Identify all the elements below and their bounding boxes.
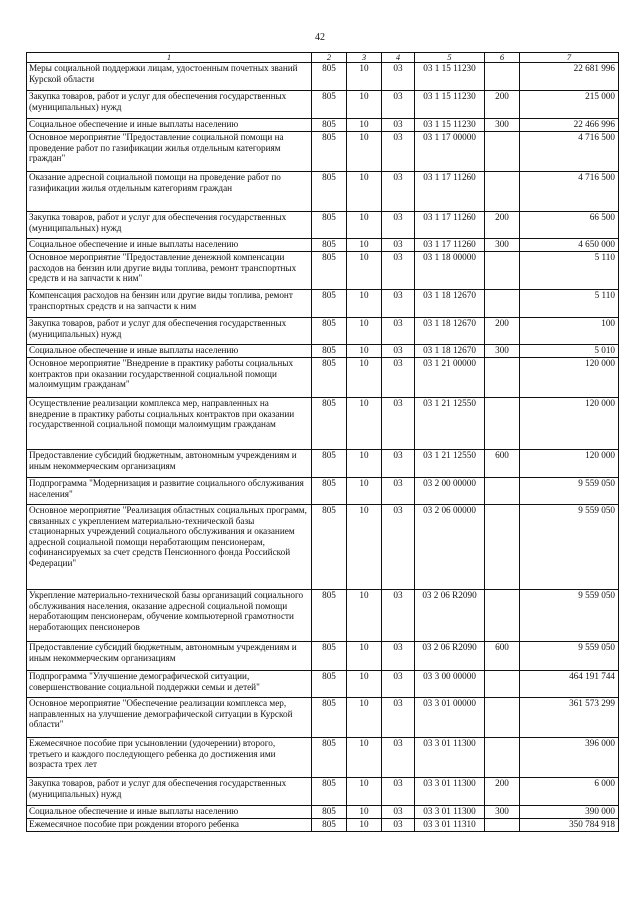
row-section-cell: 10 [347, 505, 382, 590]
row-subsection-cell: 03 [382, 172, 415, 212]
row-name-cell: Закупка товаров, работ и услуг для обеспечения государственных (муниципальных) нужд [27, 778, 312, 806]
table-row [27, 63, 619, 91]
row-subsection-cell: 03 [382, 590, 415, 642]
row-amount-cell: 100 [520, 318, 619, 345]
row-name-cell: Социальное обеспечение и иные выплаты населению [27, 119, 312, 132]
row-subsection-cell: 03 [382, 698, 415, 738]
table-row [27, 290, 619, 318]
row-subsection-cell: 03 [382, 806, 415, 819]
row-section-cell: 10 [347, 119, 382, 132]
table-row [27, 252, 619, 290]
table-row [27, 91, 619, 119]
row-subsection-cell: 03 [382, 290, 415, 318]
row-name-cell: Основное мероприятие "Предоставление денежной компенсации расходов на бензин или другие виды топлива, ремонт транспортных средств и на запчасти к ним" [27, 252, 312, 290]
row-admin-code-cell: 805 [312, 819, 347, 832]
row-section-cell: 10 [347, 819, 382, 832]
row-target-article-cell: 03 2 06 R2090 [415, 590, 485, 642]
row-section-cell: 10 [347, 212, 382, 239]
row-expense-type-cell [485, 819, 520, 832]
row-subsection-cell: 03 [382, 132, 415, 172]
row-admin-code-cell: 805 [312, 119, 347, 132]
row-expense-type-cell [485, 671, 520, 698]
table-row [27, 345, 619, 358]
row-admin-code-cell: 805 [312, 132, 347, 172]
row-admin-code-cell: 805 [312, 398, 347, 450]
row-amount-cell: 22 681 996 [520, 63, 619, 91]
row-amount-cell: 9 559 050 [520, 642, 619, 671]
row-target-article-cell: 03 3 01 11300 [415, 806, 485, 819]
row-expense-type-cell [485, 698, 520, 738]
table-row [27, 212, 619, 239]
row-admin-code-cell: 805 [312, 345, 347, 358]
table-row [27, 358, 619, 398]
row-expense-type-cell: 300 [485, 806, 520, 819]
row-expense-type-cell [485, 172, 520, 212]
header-cell-2: 2 [312, 53, 347, 63]
row-admin-code-cell: 805 [312, 290, 347, 318]
row-amount-cell: 5 010 [520, 345, 619, 358]
row-name-cell: Основное мероприятие "Предоставление социальной помощи на проведение работ по газификации жилья отдельным категориям граждан" [27, 132, 312, 172]
row-name-cell: Закупка товаров, работ и услуг для обеспечения государственных (муниципальных) нужд [27, 91, 312, 119]
table-row [27, 642, 619, 671]
row-admin-code-cell: 805 [312, 63, 347, 91]
table-row [27, 738, 619, 778]
row-amount-cell: 5 110 [520, 290, 619, 318]
row-expense-type-cell [485, 738, 520, 778]
row-target-article-cell: 03 1 21 12550 [415, 450, 485, 478]
row-subsection-cell: 03 [382, 318, 415, 345]
table-row [27, 505, 619, 590]
row-section-cell: 10 [347, 290, 382, 318]
table-row [27, 172, 619, 212]
row-section-cell: 10 [347, 590, 382, 642]
row-target-article-cell: 03 2 06 00000 [415, 505, 485, 590]
header-cell-1: 1 [27, 53, 312, 63]
header-cell-7: 7 [520, 53, 619, 63]
row-subsection-cell: 03 [382, 450, 415, 478]
row-target-article-cell: 03 1 21 00000 [415, 358, 485, 398]
row-target-article-cell: 03 1 21 12550 [415, 398, 485, 450]
row-target-article-cell: 03 1 17 11260 [415, 212, 485, 239]
row-admin-code-cell: 805 [312, 212, 347, 239]
row-section-cell: 10 [347, 671, 382, 698]
row-amount-cell: 22 466 996 [520, 119, 619, 132]
row-expense-type-cell: 200 [485, 91, 520, 119]
row-name-cell: Предоставление субсидий бюджетным, автономным учреждениям и иным некоммерческим организациям [27, 450, 312, 478]
row-section-cell: 10 [347, 91, 382, 119]
row-section-cell: 10 [347, 358, 382, 398]
header-cell-4: 4 [382, 53, 415, 63]
row-section-cell: 10 [347, 778, 382, 806]
row-target-article-cell: 03 1 18 12670 [415, 290, 485, 318]
row-subsection-cell: 03 [382, 63, 415, 91]
table-row [27, 778, 619, 806]
row-admin-code-cell: 805 [312, 671, 347, 698]
row-section-cell: 10 [347, 132, 382, 172]
row-amount-cell: 5 110 [520, 252, 619, 290]
table-row [27, 132, 619, 172]
row-expense-type-cell: 300 [485, 119, 520, 132]
row-expense-type-cell [485, 478, 520, 505]
row-amount-cell: 9 559 050 [520, 478, 619, 505]
row-section-cell: 10 [347, 738, 382, 778]
row-amount-cell: 396 000 [520, 738, 619, 778]
row-subsection-cell: 03 [382, 91, 415, 119]
row-amount-cell: 4 650 000 [520, 239, 619, 252]
row-expense-type-cell [485, 290, 520, 318]
row-name-cell: Оказание адресной социальной помощи на проведение работ по газификации жилья отдельным категориям граждан [27, 172, 312, 212]
row-admin-code-cell: 805 [312, 450, 347, 478]
table-row [27, 819, 619, 832]
row-name-cell: Социальное обеспечение и иные выплаты населению [27, 239, 312, 252]
row-name-cell: Ежемесячное пособие при усыновлении (удочерении) второго, третьего и каждого последующего ребенка до достижения ими возраста трех лет [27, 738, 312, 778]
row-target-article-cell: 03 1 18 12670 [415, 318, 485, 345]
row-section-cell: 10 [347, 806, 382, 819]
table-row [27, 119, 619, 132]
row-target-article-cell: 03 1 15 11230 [415, 63, 485, 91]
row-section-cell: 10 [347, 642, 382, 671]
row-amount-cell: 66 500 [520, 212, 619, 239]
row-section-cell: 10 [347, 239, 382, 252]
row-name-cell: Основное мероприятие "Реализация областных социальных программ, связанных с укреплением материально-технической базы стационарных учреждений социального обслуживания и оказанием адресной социальной помощи неработающим пенсионерам, софинансируемых за счет средств Пенсионного фонда Российской Федерации" [27, 505, 312, 590]
row-target-article-cell: 03 1 15 11230 [415, 91, 485, 119]
row-admin-code-cell: 805 [312, 738, 347, 778]
row-section-cell: 10 [347, 318, 382, 345]
row-section-cell: 10 [347, 450, 382, 478]
row-subsection-cell: 03 [382, 212, 415, 239]
row-section-cell: 10 [347, 398, 382, 450]
row-target-article-cell: 03 3 00 00000 [415, 671, 485, 698]
row-admin-code-cell: 805 [312, 778, 347, 806]
row-section-cell: 10 [347, 478, 382, 505]
row-subsection-cell: 03 [382, 819, 415, 832]
page-number: 42 [315, 32, 325, 43]
row-expense-type-cell [485, 398, 520, 450]
row-name-cell: Осуществление реализации комплекса мер, направленных на внедрение в практику работы социальных контрактов при оказании государственной социальной помощи малоимущим гражданам [27, 398, 312, 450]
row-subsection-cell: 03 [382, 119, 415, 132]
row-subsection-cell: 03 [382, 478, 415, 505]
row-expense-type-cell: 600 [485, 450, 520, 478]
row-target-article-cell: 03 3 01 11300 [415, 778, 485, 806]
row-admin-code-cell: 805 [312, 172, 347, 212]
row-amount-cell: 390 000 [520, 806, 619, 819]
table-row [27, 590, 619, 642]
row-name-cell: Социальное обеспечение и иные выплаты населению [27, 806, 312, 819]
row-expense-type-cell [485, 132, 520, 172]
row-admin-code-cell: 805 [312, 239, 347, 252]
row-target-article-cell: 03 1 17 11260 [415, 239, 485, 252]
row-expense-type-cell: 200 [485, 212, 520, 239]
row-admin-code-cell: 805 [312, 806, 347, 819]
row-admin-code-cell: 805 [312, 505, 347, 590]
row-target-article-cell: 03 3 01 11310 [415, 819, 485, 832]
row-name-cell: Меры социальной поддержки лицам, удостоенным почетных званий Курской области [27, 63, 312, 91]
row-amount-cell: 9 559 050 [520, 590, 619, 642]
header-cell-6: 6 [485, 53, 520, 63]
row-amount-cell: 120 000 [520, 450, 619, 478]
row-expense-type-cell [485, 590, 520, 642]
row-target-article-cell: 03 3 01 11300 [415, 738, 485, 778]
row-amount-cell: 4 716 500 [520, 172, 619, 212]
row-amount-cell: 120 000 [520, 398, 619, 450]
row-amount-cell: 9 559 050 [520, 505, 619, 590]
table-row [27, 398, 619, 450]
row-name-cell: Основное мероприятие "Внедрение в практику работы социальных контрактов при оказании государственной социальной помощи малоимущим гражданам" [27, 358, 312, 398]
table-row [27, 806, 619, 819]
row-target-article-cell: 03 3 01 00000 [415, 698, 485, 738]
row-amount-cell: 120 000 [520, 358, 619, 398]
row-name-cell: Подпрограмма "Модернизация и развитие социального обслуживания населения" [27, 478, 312, 505]
header-cell-3: 3 [347, 53, 382, 63]
row-section-cell: 10 [347, 345, 382, 358]
row-admin-code-cell: 805 [312, 318, 347, 345]
row-name-cell: Социальное обеспечение и иные выплаты населению [27, 345, 312, 358]
row-amount-cell: 6 000 [520, 778, 619, 806]
row-expense-type-cell: 300 [485, 239, 520, 252]
row-name-cell: Закупка товаров, работ и услуг для обеспечения государственных (муниципальных) нужд [27, 212, 312, 239]
row-name-cell: Компенсация расходов на бензин или другие виды топлива, ремонт транспортных средств и на запчасти к ним [27, 290, 312, 318]
row-expense-type-cell: 600 [485, 642, 520, 671]
row-expense-type-cell [485, 63, 520, 91]
row-admin-code-cell: 805 [312, 478, 347, 505]
row-section-cell: 10 [347, 63, 382, 91]
header-cell-5: 5 [415, 53, 485, 63]
row-subsection-cell: 03 [382, 738, 415, 778]
row-section-cell: 10 [347, 172, 382, 212]
row-amount-cell: 215 000 [520, 91, 619, 119]
row-amount-cell: 350 784 918 [520, 819, 619, 832]
row-expense-type-cell: 200 [485, 778, 520, 806]
row-amount-cell: 4 716 500 [520, 132, 619, 172]
row-admin-code-cell: 805 [312, 698, 347, 738]
table-row [27, 318, 619, 345]
row-target-article-cell: 03 2 00 00000 [415, 478, 485, 505]
row-subsection-cell: 03 [382, 642, 415, 671]
row-subsection-cell: 03 [382, 358, 415, 398]
row-admin-code-cell: 805 [312, 252, 347, 290]
row-admin-code-cell: 805 [312, 358, 347, 398]
row-admin-code-cell: 805 [312, 642, 347, 671]
row-target-article-cell: 03 1 18 00000 [415, 252, 485, 290]
row-admin-code-cell: 805 [312, 91, 347, 119]
row-amount-cell: 464 191 744 [520, 671, 619, 698]
row-expense-type-cell [485, 505, 520, 590]
row-subsection-cell: 03 [382, 239, 415, 252]
row-name-cell: Укрепление материально-технической базы организаций социального обслуживания населения, оказание адресной социальной помощи неработающим пенсионерам, обучение компьютерной грамотности неработающих пенсионеров [27, 590, 312, 642]
row-admin-code-cell: 805 [312, 590, 347, 642]
table-row [27, 450, 619, 478]
row-target-article-cell: 03 1 15 11230 [415, 119, 485, 132]
row-subsection-cell: 03 [382, 505, 415, 590]
table-row [27, 698, 619, 738]
row-subsection-cell: 03 [382, 398, 415, 450]
row-subsection-cell: 03 [382, 671, 415, 698]
row-name-cell: Подпрограмма "Улучшение демографической ситуации, совершенствование социальной поддержки семьи и детей" [27, 671, 312, 698]
row-section-cell: 10 [347, 698, 382, 738]
row-amount-cell: 361 573 299 [520, 698, 619, 738]
row-subsection-cell: 03 [382, 252, 415, 290]
row-name-cell: Основное мероприятие "Обеспечение реализации комплекса мер, направленных на улучшение демографической ситуации в Курской области" [27, 698, 312, 738]
row-section-cell: 10 [347, 252, 382, 290]
budget-table [26, 52, 619, 832]
row-name-cell: Предоставление субсидий бюджетным, автономным учреждениям и иным некоммерческим организациям [27, 642, 312, 671]
row-subsection-cell: 03 [382, 345, 415, 358]
row-expense-type-cell [485, 252, 520, 290]
row-expense-type-cell: 200 [485, 318, 520, 345]
header-row [27, 53, 619, 63]
row-target-article-cell: 03 1 18 12670 [415, 345, 485, 358]
table-row [27, 239, 619, 252]
table-row [27, 478, 619, 505]
row-target-article-cell: 03 1 17 00000 [415, 132, 485, 172]
row-expense-type-cell: 300 [485, 345, 520, 358]
row-name-cell: Закупка товаров, работ и услуг для обеспечения государственных (муниципальных) нужд [27, 318, 312, 345]
row-expense-type-cell [485, 358, 520, 398]
table-row [27, 671, 619, 698]
row-name-cell: Ежемесячное пособие при рождении второго ребенка [27, 819, 312, 832]
row-target-article-cell: 03 2 06 R2090 [415, 642, 485, 671]
row-subsection-cell: 03 [382, 778, 415, 806]
row-target-article-cell: 03 1 17 11260 [415, 172, 485, 212]
